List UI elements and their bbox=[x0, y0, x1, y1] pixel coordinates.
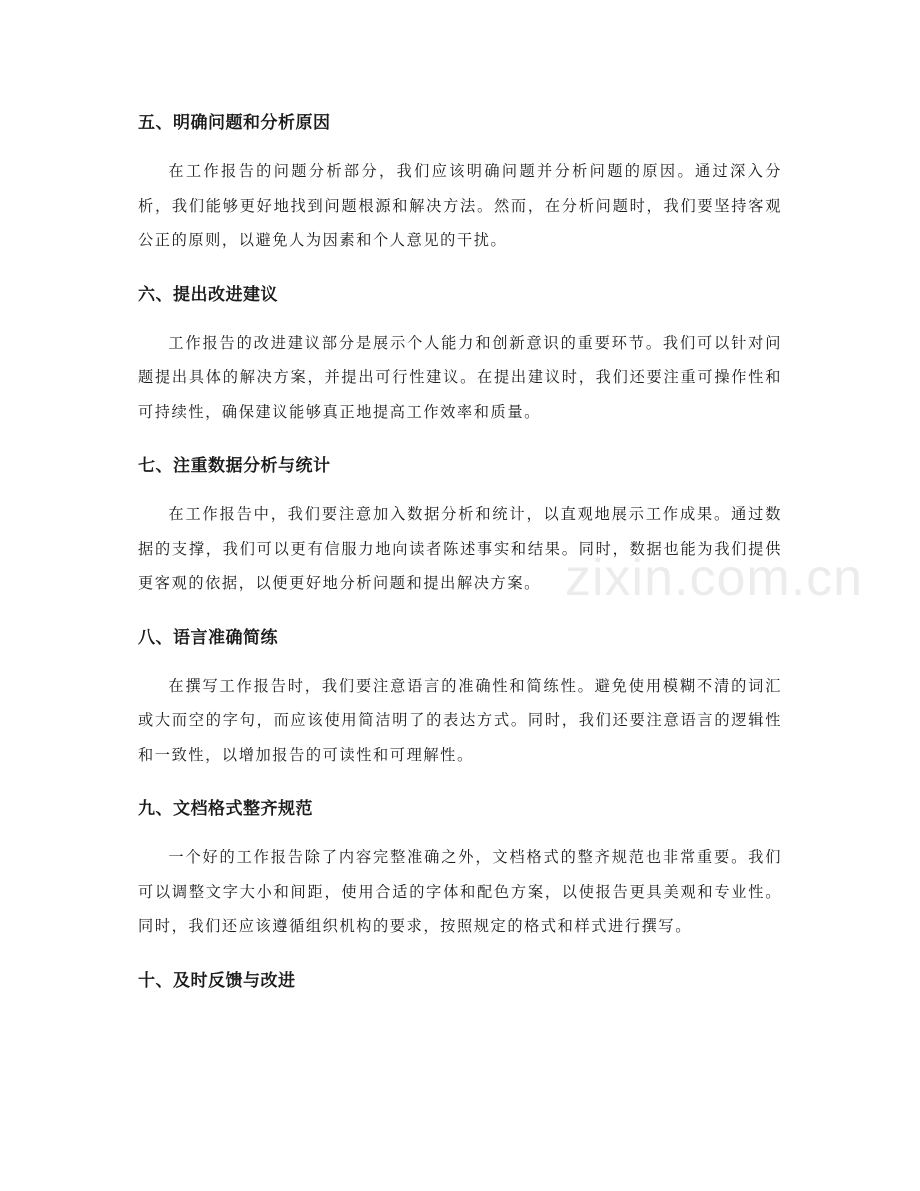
section-heading: 九、文档格式整齐规范 bbox=[138, 799, 313, 819]
section-paragraph: 在工作报告中，我们要注意加入数据分析和统计，以直观地展示工作成果。通过数据的支撑，我们可以更有信服力地向读者陈述事实和结果。同时，数据也能为我们提供更客观的依据，以便更好地分析问题和提出解决方案。 bbox=[138, 505, 782, 592]
section-paragraph: 在工作报告的问题分析部分，我们应该明确问题并分析问题的原因。通过深入分析，我们能够更好地找到问题根源和解决方法。然而，在分析问题时，我们要坚持客观公正的原则，以避免人为因素和个人意见的干扰。 bbox=[138, 162, 782, 249]
section-6 bbox=[138, 276, 782, 430]
section-heading: 七、注重数据分析与统计 bbox=[138, 456, 331, 476]
section-heading: 八、语言准确简练 bbox=[138, 627, 278, 648]
document-body bbox=[138, 104, 782, 1012]
section-heading: 五、明确问题和分析原因 bbox=[138, 113, 331, 133]
section-paragraph: 在撰写工作报告时，我们要注意语言的准确性和简练性。避免使用模糊不清的词汇或大而空的字句，而应该使用简洁明了的表达方式。同时，我们还要注意语言的逻辑性和一致性，以增加报告的可读性和可理解性。 bbox=[138, 676, 782, 764]
section-9 bbox=[138, 790, 782, 944]
section-heading: 十、及时反馈与改进 bbox=[138, 970, 296, 991]
section-8 bbox=[138, 619, 782, 773]
section-heading: 六、提出改进建议 bbox=[138, 284, 278, 305]
section-paragraph: 工作报告的改进建议部分是展示个人能力和创新意识的重要环节。我们可以针对问题提出具体的解决方案，并提出可行性建议。在提出建议时，我们还要注重可操作性和可持续性，确保建议能够真正地提高工作效率和质量。 bbox=[138, 333, 782, 421]
watermark: zixin.com.cn bbox=[565, 549, 864, 607]
section-5 bbox=[138, 104, 782, 258]
section-paragraph: 一个好的工作报告除了内容完整准确之外，文档格式的整齐规范也非常重要。我们可以调整文字大小和间距，使用合适的字体和配色方案，以使报告更具美观和专业性。同时，我们还应该遵循组织机构的要求，按照规定的格式和样式进行撰写。 bbox=[138, 848, 782, 935]
section-7 bbox=[138, 447, 782, 601]
section-10 bbox=[138, 962, 782, 1000]
